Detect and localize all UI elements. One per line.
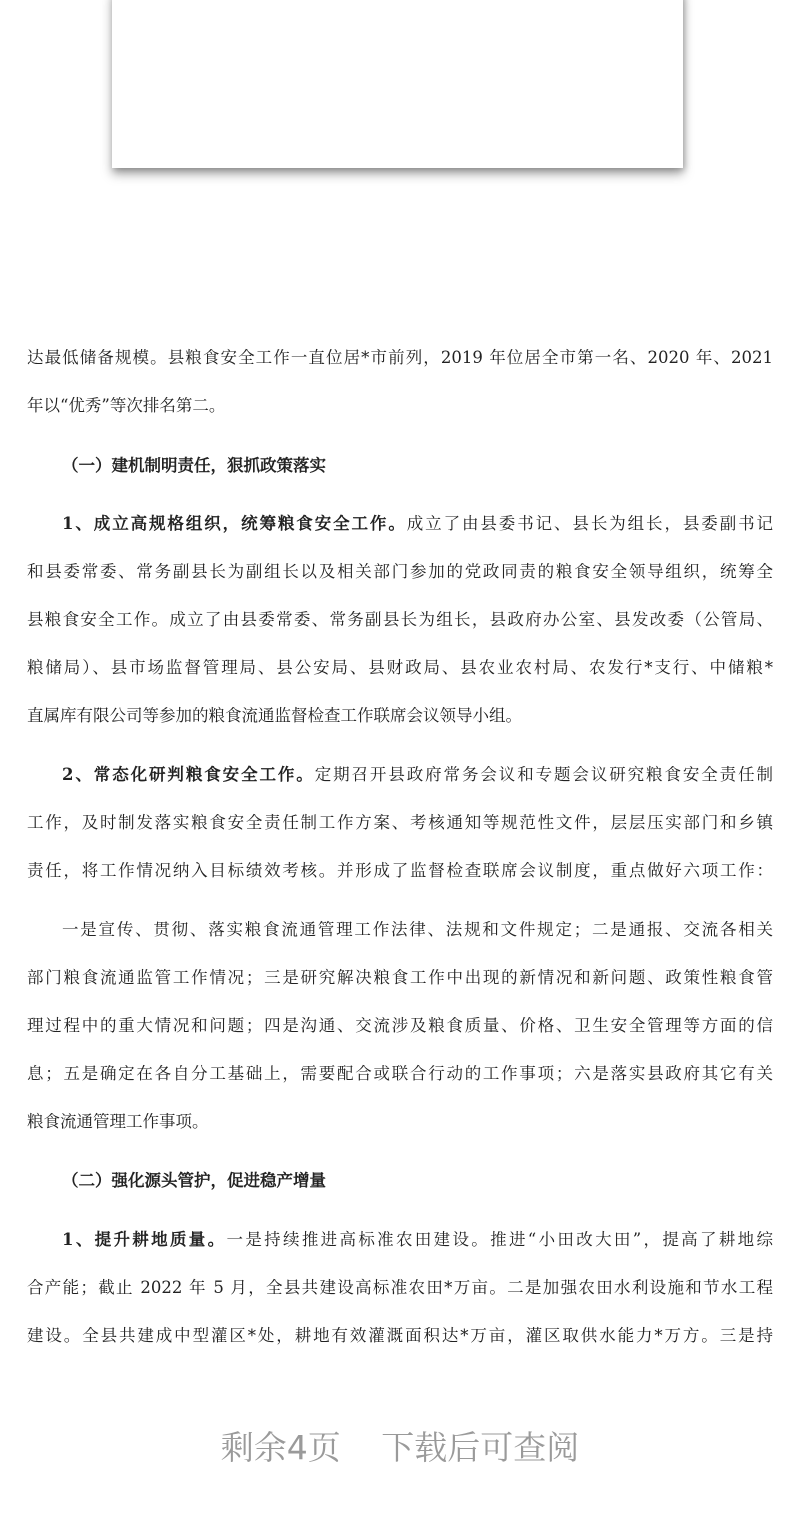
- paragraph-line: [62, 764, 773, 786]
- section-heading-1: （一）建机制明责任，狠抓政策落实: [62, 456, 326, 475]
- subheading: 1、成立高规格组织，统筹粮食安全工作。: [62, 514, 407, 533]
- paragraph-line: 粮储局）、县市场监督管理局、县公安局、县财政局、县农业农村局、农发行*支行、中储粮*: [27, 658, 773, 677]
- paragraph-line: 息；五是确定在各自分工基础上，需要配合或联合行动的工作事项；六是落实县政府其它有关: [27, 1064, 773, 1083]
- paragraph-line: 工作，及时制发落实粮食安全责任制工作方案、考核通知等规范性文件，层层压实部门和乡镇: [27, 813, 773, 832]
- paragraph-line: 直属库有限公司等参加的粮食流通监督检查工作联席会议领导小组。: [27, 706, 522, 725]
- paragraph-line: [62, 513, 773, 535]
- paragraph-line: 年以“优秀”等次排名第二。: [27, 396, 226, 415]
- paragraph-line: 达最低储备规模。县粮食安全工作一直位居*市前列，2019 年位居全市第一名、2020 年、2021: [27, 348, 773, 367]
- paragraph-text: 成立了由县委书记、县长为组长，县委副书记: [406, 514, 774, 533]
- paragraph-line: 建设。全县共建成中型灌区*处，耕地有效灌溉面积达*万亩，灌区取供水能力*万方。三是持: [27, 1326, 773, 1345]
- paragraph-text: 一是持续推进高标准农田建设。推进“小田改大田”，提高了耕地综: [226, 1230, 774, 1249]
- paragraph-line: 部门粮食流通监管工作情况；三是研究解决粮食工作中出现的新情况和新问题、政策性粮食管: [27, 968, 773, 987]
- paragraph-line: 合产能；截止 2022 年 5 月，全县共建设高标准农田*万亩。二是加强农田水利设施和节水工程: [27, 1278, 773, 1297]
- subheading: 1、提升耕地质量。: [62, 1230, 227, 1249]
- paragraph-line: 一是宣传、贯彻、落实粮食流通管理工作法律、法规和文件规定；二是通报、交流各相关: [62, 920, 773, 939]
- previous-page-card: [112, 0, 683, 168]
- paragraph-line: 和县委常委、常务副县长为副组长以及相关部门参加的党政同责的粮食安全领导组织，统筹全: [27, 562, 773, 581]
- paragraph-line: [62, 1229, 773, 1251]
- paragraph-line: 县粮食安全工作。成立了由县委常委、常务副县长为组长，县政府办公室、县发改委（公管局、: [27, 610, 773, 629]
- section-heading-2: （二）强化源头管护，促进稳产增量: [62, 1171, 326, 1190]
- paragraph-line: 理过程中的重大情况和问题；四是沟通、交流涉及粮食质量、价格、卫生安全管理等方面的信: [27, 1016, 773, 1035]
- subheading: 2、常态化研判粮食安全工作。: [62, 765, 315, 784]
- paragraph-text: 定期召开县政府常务会议和专题会议研究粮食安全责任制: [314, 765, 774, 784]
- download-to-read-more-link[interactable]: 剩余4页 下载后可查阅: [220, 1428, 580, 1467]
- paragraph-line: 责任，将工作情况纳入目标绩效考核。并形成了监督检查联席会议制度，重点做好六项工作：: [27, 861, 773, 880]
- paragraph-line: 粮食流通管理工作事项。: [27, 1112, 209, 1131]
